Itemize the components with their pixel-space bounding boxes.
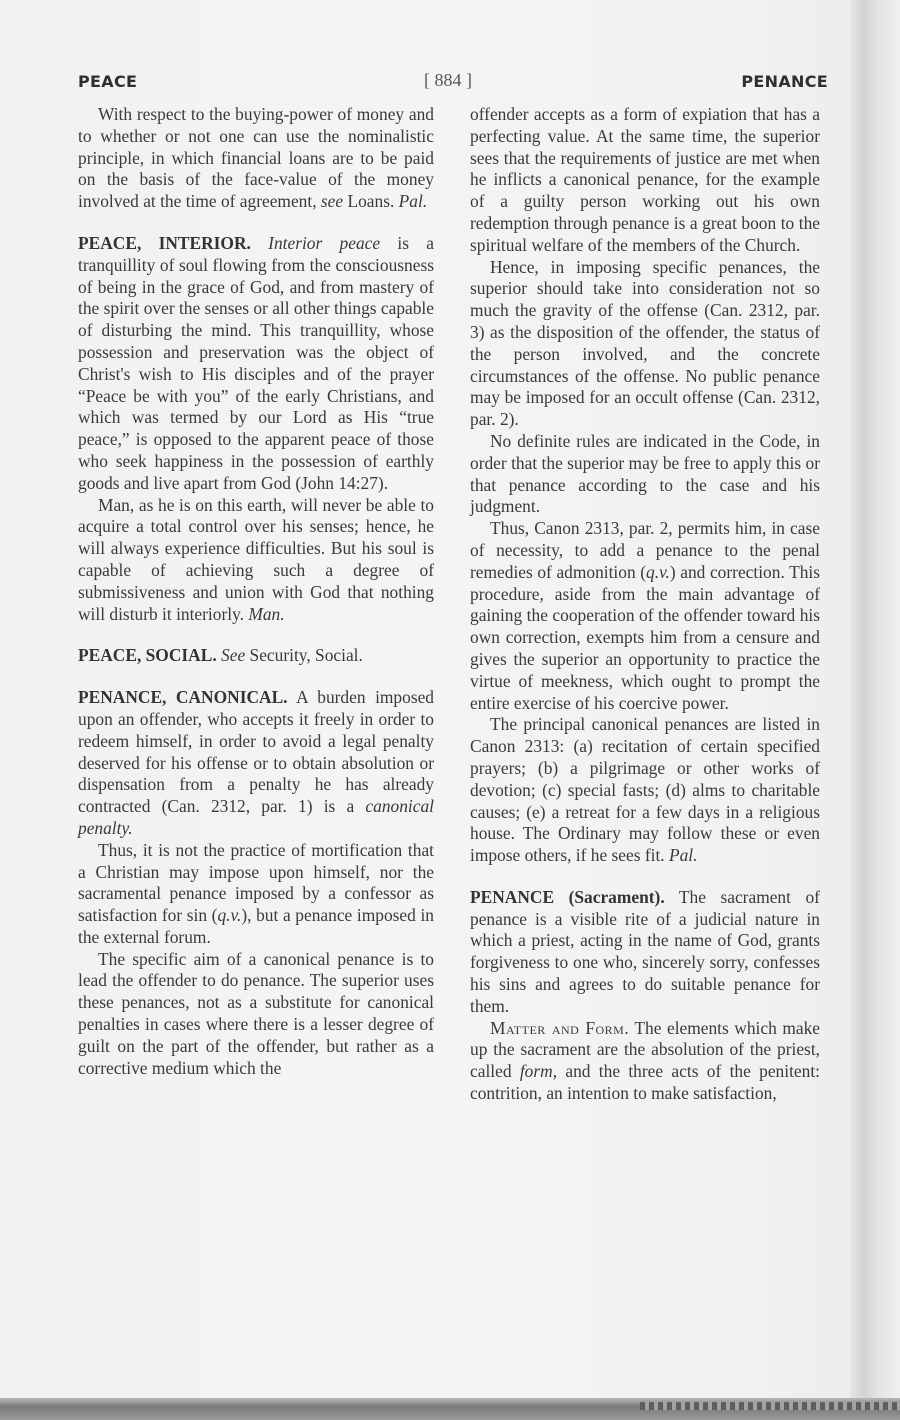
paragraph-buying-power: With respect to the buying-power of money and to whether or not one can use the nominalistic principle, in which financial loans are to be paid on the basis of the face-value of the money involved at the time of agreement, see Loans. Pal. (78, 104, 434, 212)
right-column (470, 104, 820, 1105)
running-head-left: PEACE (78, 72, 138, 91)
running-head-right: PENANCE (741, 72, 828, 91)
paragraph: Matter and Form. The elements which make up the sacrament are the absolution of the priest, called form, and the three acts of the penitent: contrition, an intention to make satisfaction, (470, 1017, 820, 1104)
page-gutter (850, 0, 900, 1400)
author-initial: Pal. (668, 845, 698, 866)
author-initial: Man. (248, 603, 285, 624)
subheading: Matter and Form. (490, 1017, 630, 1038)
binding-edge (640, 1402, 900, 1410)
paragraph-continued: offender accepts as a form of expiation that has a perfecting value. At the same time, the superior sees that the requirements of justice are met when he inflicts a canonical penance, for the example of a guilty person working out his own redemption through penance is a great boon to the spiritual welfare of the members of the Church. (470, 104, 820, 255)
defined-term: canonical penalty. (78, 796, 434, 838)
page-number: [ 884 ] (424, 70, 472, 90)
headword: PENANCE, CANONICAL. (78, 687, 288, 708)
entry-penance-sacrament: PENANCE (Sacrament). The sacrament of penance is a visible rite of a judicial nature in which a priest, acting in the name of God, grants forgiveness to one who, sincerely sorry, confesses his sins and agrees to do suitable penance for them. (470, 886, 820, 1016)
see-reference: See (221, 645, 246, 666)
headword: PEACE, INTERIOR. (78, 232, 251, 253)
paragraph: Hence, in imposing specific penances, the superior should take into consideration not so much the gravity of the offense (Can. 2312, par. 3) as the disposition of the offender, the status of the person involved, and the concrete circumstances of the offense. No public penance may be imposed for an occult offense (Can. 2312, par. 2). (470, 256, 820, 430)
see-reference: see (320, 191, 344, 212)
entry-peace-interior: PEACE, INTERIOR. Interior peace is a tranquillity of soul flowing from the consciousness of being in the grace of God, and from mastery of the spirit over the senses or all other things capable of disturbing the mind. This tranquillity, whose possession and preservation was the object of Christ's wish to His disciples and of the prayer “Peace be with you” of the early Christians, and which was termed by our Lord as His “true peace,” is opposed to the apparent peace of those who seek happiness in the possession of earthly goods and live apart from God (John 14:27). (78, 232, 435, 493)
entry-penance-canonical: PENANCE, CANONICAL. A burden imposed upon an offender, who accepts it freely in order to redeem himself, in order to avoid a legal penalty deserved for his offense or to obtain absolution or dispensation from a penalty he has already contracted (Can. 2312, par. 1) is a canonical penalty. (78, 687, 435, 838)
paragraph: No definite rules are indicated in the Code, in order that the superior may be free to apply this or that penance according to the case and his judgment. (470, 430, 820, 517)
running-head (78, 72, 828, 96)
paragraph: The principal canonical penances are listed in Canon 2313: (a) recitation of certain specified prayers; (b) a pilgrimage or other works of devotion; (c) special fasts; (d) alms to charitable causes; (e) a retreat for a few days in a religious house. The Ordinary may follow these or even impose others, if he sees fit. Pal. (470, 714, 820, 866)
left-column (78, 104, 434, 1079)
entry-peace-social: PEACE, SOCIAL. See Security, Social. (78, 645, 363, 666)
headword: PEACE, SOCIAL. (78, 645, 217, 666)
paragraph: The specific aim of a canonical penance is to lead the offender to do penance. The superior uses these penances, not as a substitute for canonical penalties in cases where there is a lesser degree of guilt on the part of the offender, but rather as a corrective medium which the (78, 948, 434, 1078)
defined-term: Interior peace (268, 232, 381, 253)
paragraph: Thus, Canon 2313, par. 2, permits him, in case of necessity, to add a penance to the penal remedies of admonition (q.v.) and correction. This procedure, aside from the main advantage of gaining the cooperation of the offender toward his own correction, exempts him from a censure and gives the superior an opportunity to practice the virtue of meekness, which ought to prompt the entire exercise of his coercive power. (470, 518, 820, 713)
paragraph: Thus, it is not the practice of mortification that a Christian may impose upon himself, nor the sacramental penance imposed by a confessor as satisfaction for sin (q.v.), but a penance imposed in the external forum. (78, 839, 434, 947)
headword: PENANCE (Sacrament). (470, 886, 665, 907)
author-initial: Pal. (398, 191, 428, 212)
paragraph: Man, as he is on this earth, will never be able to acquire a total control over his senses; hence, he will always experience difficulties. But his soul is capable of achieving such a degree of submissiveness and union with God that nothing will disturb it interiorly. Man. (78, 494, 434, 624)
page-bottom-edge (0, 1398, 900, 1420)
